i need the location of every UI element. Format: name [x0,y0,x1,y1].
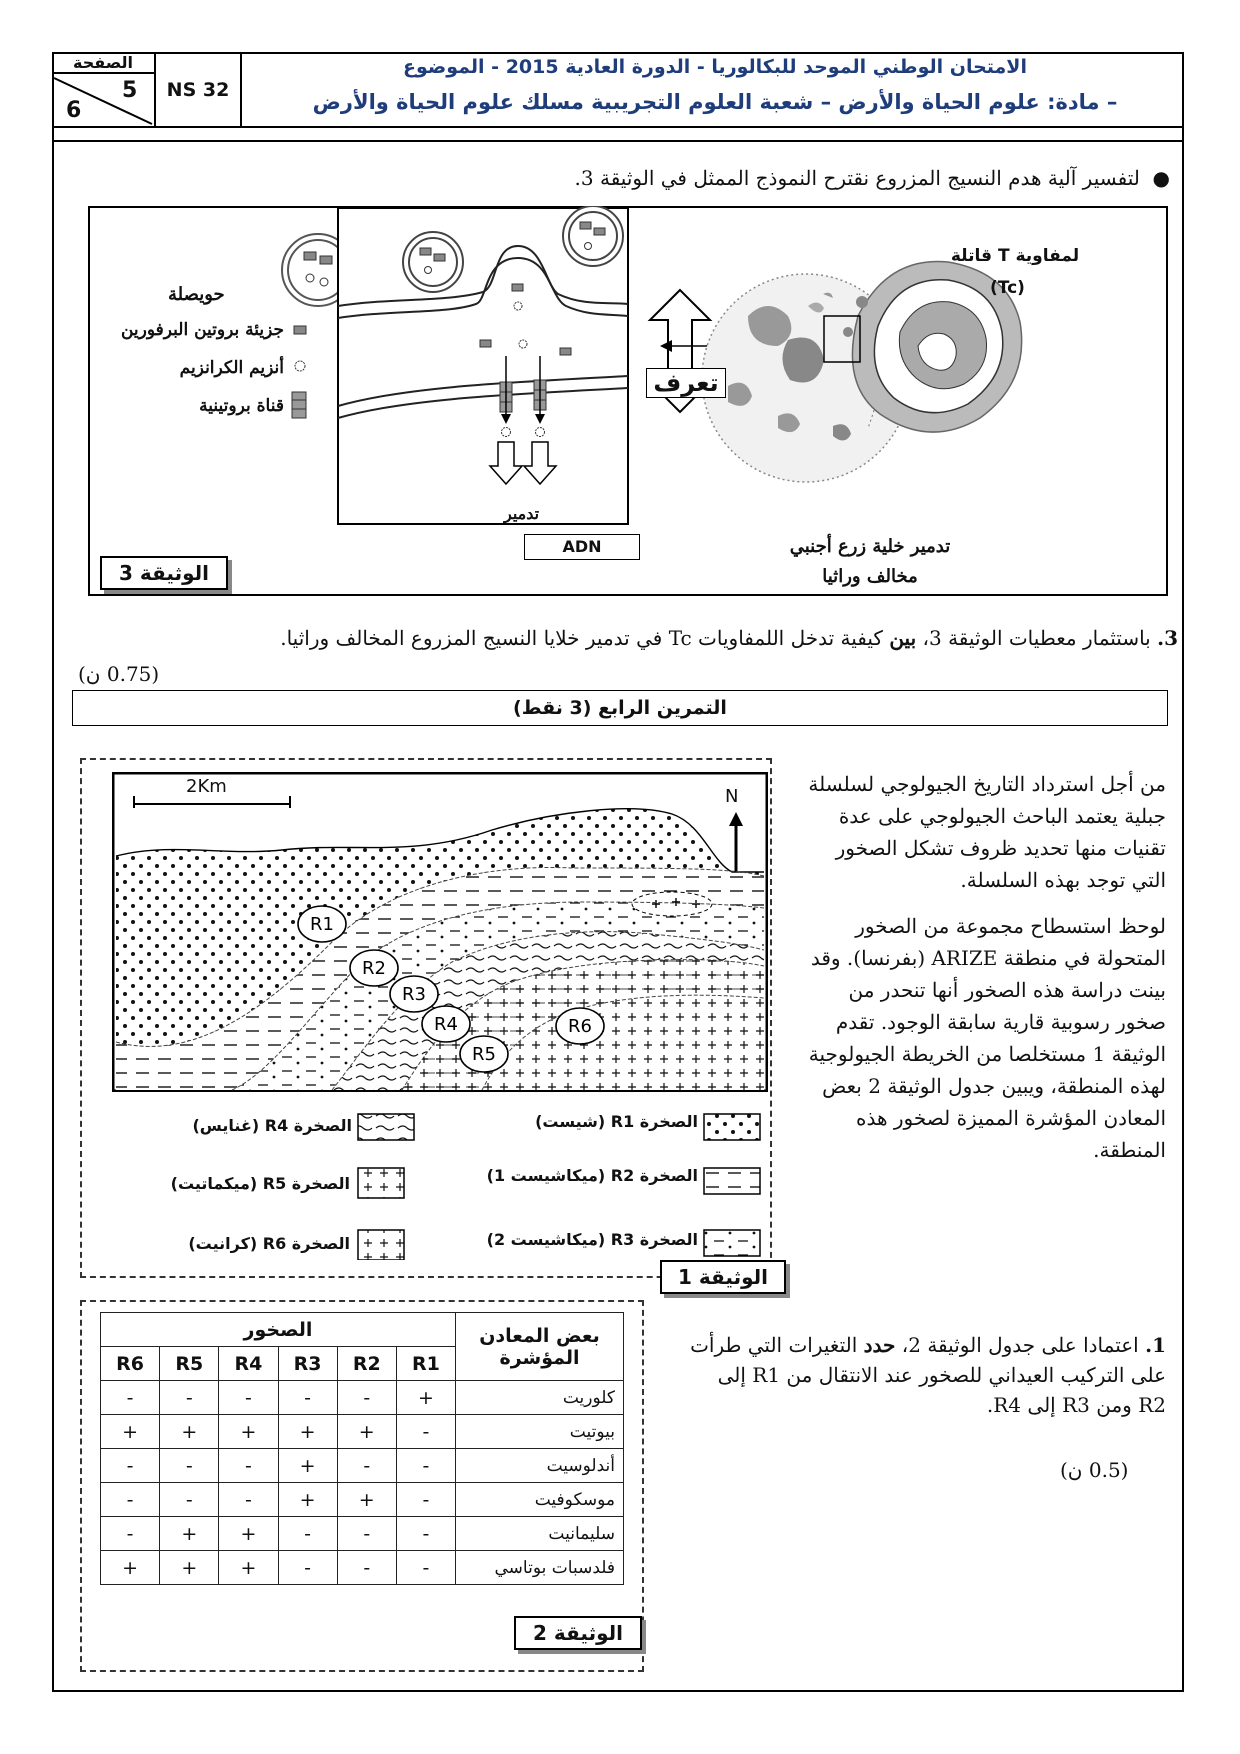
perforin-icon [512,284,523,291]
table-row [101,1415,624,1449]
question-3-number: 3. [1157,626,1178,650]
table-row [101,1483,624,1517]
legend-r4-swatch [358,1114,414,1140]
mineral-presence-cell: - [396,1483,455,1517]
vesicle-icon [403,232,463,292]
rock-column-header: R1 [396,1347,455,1381]
geological-map [112,772,768,1092]
mineral-presence-cell: - [219,1381,278,1415]
legend-r4: الصخرة R4 (غنايس) [192,1116,352,1135]
mineral-presence-cell: - [219,1483,278,1517]
destruction-label: تدمير [504,504,540,523]
mineral-presence-cell: - [337,1449,396,1483]
doc3-intro-text: لتفسير آلية هدم النسيج المزروع نقترح النموذج الممثل في الوثيقة 3. [574,166,1140,190]
mineral-presence-cell: + [219,1551,278,1585]
rock-label-r4: R4 [434,1014,458,1035]
question-1-points: (0.5 ن) [1060,1458,1129,1482]
page-current: 5 [122,78,138,103]
question-3-text-b: كيفية تدخل اللمفاويات Tc في تدمير خلايا النسيج المزروع المخالف وراثيا. [280,626,883,650]
mineral-name: فلدسبات بوتاسي [456,1551,624,1585]
rock-column-header: R5 [160,1347,219,1381]
recognition-label: تعرف [646,368,726,398]
mineral-presence-cell: - [101,1449,160,1483]
rock-column-header: R6 [101,1347,160,1381]
header-rocks: الصخور [101,1313,456,1347]
mineral-presence-cell: - [396,1517,455,1551]
granzyme-icon [514,302,522,310]
question-3-points: (0.75 ن) [78,662,160,686]
mineral-presence-cell: + [337,1483,396,1517]
exercise-4-title: التمرين الرابع (3 نقط) [72,690,1168,726]
legend-r5: الصخرة R5 (ميكماتيت) [170,1174,350,1193]
rock-label-r3: R3 [402,984,426,1005]
mineral-name: أندلوسيت [456,1449,624,1483]
page-total: 6 [66,98,82,123]
header-minerals: بعض المعادن المؤشرة [456,1313,624,1381]
question-1-number: 1. [1145,1333,1166,1357]
legend-r6: الصخرة R6 (كرانيت) [188,1234,350,1253]
minerals-table [100,1312,624,1585]
rock-label-r6: R6 [568,1016,592,1037]
target-cell-label-1: تدمير خلية زرع أجنبي [789,536,951,557]
legend-granzyme: أنزيم الكرانزيم [179,358,284,378]
granzyme-icon [536,428,545,437]
question-1 [686,1330,1166,1420]
table-row [101,1449,624,1483]
context-paragraph-1: من أجل استرداد التاريخ الجيولوجي لسلسلة جبلية يعتمد الباحث الجيولوجي على عدة تقنيات منها تحديد ظروف تشكل الصخور التي توجد بهذه السلسلة. [808,772,1166,892]
north-label: N [725,786,739,807]
page-label: الصفحة [52,52,154,74]
mineral-presence-cell: - [101,1483,160,1517]
doc2-label: الوثيقة 2 [514,1616,642,1650]
mineral-presence-cell: + [337,1415,396,1449]
mineral-presence-cell: - [101,1517,160,1551]
rock-label-r2: R2 [362,958,386,979]
mineral-presence-cell: - [337,1551,396,1585]
mineral-presence-cell: - [160,1381,219,1415]
rock-column-header: R3 [278,1347,337,1381]
legend-r3-swatch [704,1230,760,1256]
legend-r1-swatch [704,1114,760,1140]
rock-column-header: R2 [337,1347,396,1381]
perforin-icon [560,348,571,355]
legend-perforin: جزيئة بروتين البرفورين [120,320,284,340]
mineral-presence-cell: - [219,1449,278,1483]
mineral-presence-cell: + [278,1415,337,1449]
mineral-presence-cell: + [101,1415,160,1449]
mineral-presence-cell: - [337,1517,396,1551]
header-line-2: – مادة: علوم الحياة والأرض – شعبة العلوم التجريبية مسلك علوم الحياة والأرض [312,90,1118,114]
legend-r2: الصخرة R2 (ميكاشيست 1) [486,1166,698,1185]
dna-box: ADN [524,534,640,560]
legend-channel: قناة بروتينية [199,396,284,416]
map-scale: 2Km [186,776,227,797]
mineral-presence-cell: + [396,1381,455,1415]
mineral-presence-cell: - [396,1551,455,1585]
granzyme-icon [295,361,305,371]
granzyme-icon [519,340,527,348]
target-cell-label-2: مخالف وراثيا [822,566,918,587]
rock-label-r1: R1 [310,914,334,935]
mineral-presence-cell: + [219,1415,278,1449]
mineral-presence-cell: - [337,1381,396,1415]
legend-vesicle: حويصلة [168,284,225,305]
mineral-presence-cell: - [160,1449,219,1483]
legend-r6-swatch [358,1230,404,1260]
mineral-presence-cell: + [160,1551,219,1585]
question-1-text-a: اعتمادا على جدول الوثيقة 2، [901,1333,1139,1357]
question-3-verb: بين [889,626,917,650]
mineral-name: كلوريت [456,1381,624,1415]
perforin-icon [294,326,306,334]
question-3-text-a: باستثمار معطيات الوثيقة 3، [922,626,1151,650]
header-line-1: الامتحان الوطني الموحد للبكالوريا - الدورة العادية 2015 - الموضوع [403,56,1027,78]
legend-r1: الصخرة R1 (شيست) [535,1112,698,1131]
mineral-presence-cell: - [160,1483,219,1517]
legend-r5-swatch [358,1168,404,1198]
mineral-presence-cell: + [101,1551,160,1585]
mineral-name: موسكوفيت [456,1483,624,1517]
mineral-presence-cell: - [278,1517,337,1551]
channel-icon [292,392,306,418]
bullet-icon: ● [1139,166,1170,190]
mineral-presence-cell: + [160,1415,219,1449]
context-paragraph-2: لوحظ استسطاح مجموعة من الصخور المتحولة في منطقة ARIZE (بفرنسا). وقد بينت دراسة هذه الصخور أنها تنحدر من صخور رسوبية قارية سابقة الوجود. تقدم الوثيقة 1 مستخلصا من الخريطة الجيولوجية لهذه المنطقة، ويبين جدول الوثيقة 2 بعض المعادن المؤشرة المميزة لصخور هذه المنطقة. [808,914,1166,1162]
page-number-box [52,52,156,128]
legend-r3: الصخرة R3 (ميكاشيست 2) [486,1230,698,1249]
table-row [101,1551,624,1585]
mineral-presence-cell: + [278,1449,337,1483]
question-1-verb: حدد [863,1333,896,1357]
granzyme-icon [502,428,511,437]
legend-r2-swatch [704,1168,760,1194]
mineral-presence-cell: + [160,1517,219,1551]
vesicle-icon [563,206,623,266]
mineral-presence-cell: - [278,1381,337,1415]
tc-label: لمفاوية T قاتلة [950,246,1080,266]
rock-column-header: R4 [219,1347,278,1381]
table-row [101,1381,624,1415]
mineral-presence-cell: - [278,1551,337,1585]
mineral-name: سليمانيت [456,1517,624,1551]
doc1-label: الوثيقة 1 [660,1260,786,1294]
question-3 [70,626,1178,650]
mineral-presence-cell: + [219,1517,278,1551]
mineral-presence-cell: + [278,1483,337,1517]
context-text [806,768,1166,1166]
mineral-name: بيوتيت [456,1415,624,1449]
doc3-intro [320,166,1170,190]
table-row [101,1517,624,1551]
doc3-label: الوثيقة 3 [100,556,228,590]
tc-abbrev: (Tc) [990,278,1025,298]
mineral-presence-cell: - [396,1449,455,1483]
rock-label-r5: R5 [472,1044,496,1065]
header-rule [52,140,1184,142]
mineral-presence-cell: - [396,1415,455,1449]
question-1-text-b: التغيرات التي طرأت على التركيب العيداني للصخور عند الانتقال من R1 إلى R2 ومن R3 إلى R4. [690,1333,1166,1417]
exam-code: NS 32 [156,52,242,128]
perforin-icon [480,340,491,347]
mineral-presence-cell: - [101,1381,160,1415]
